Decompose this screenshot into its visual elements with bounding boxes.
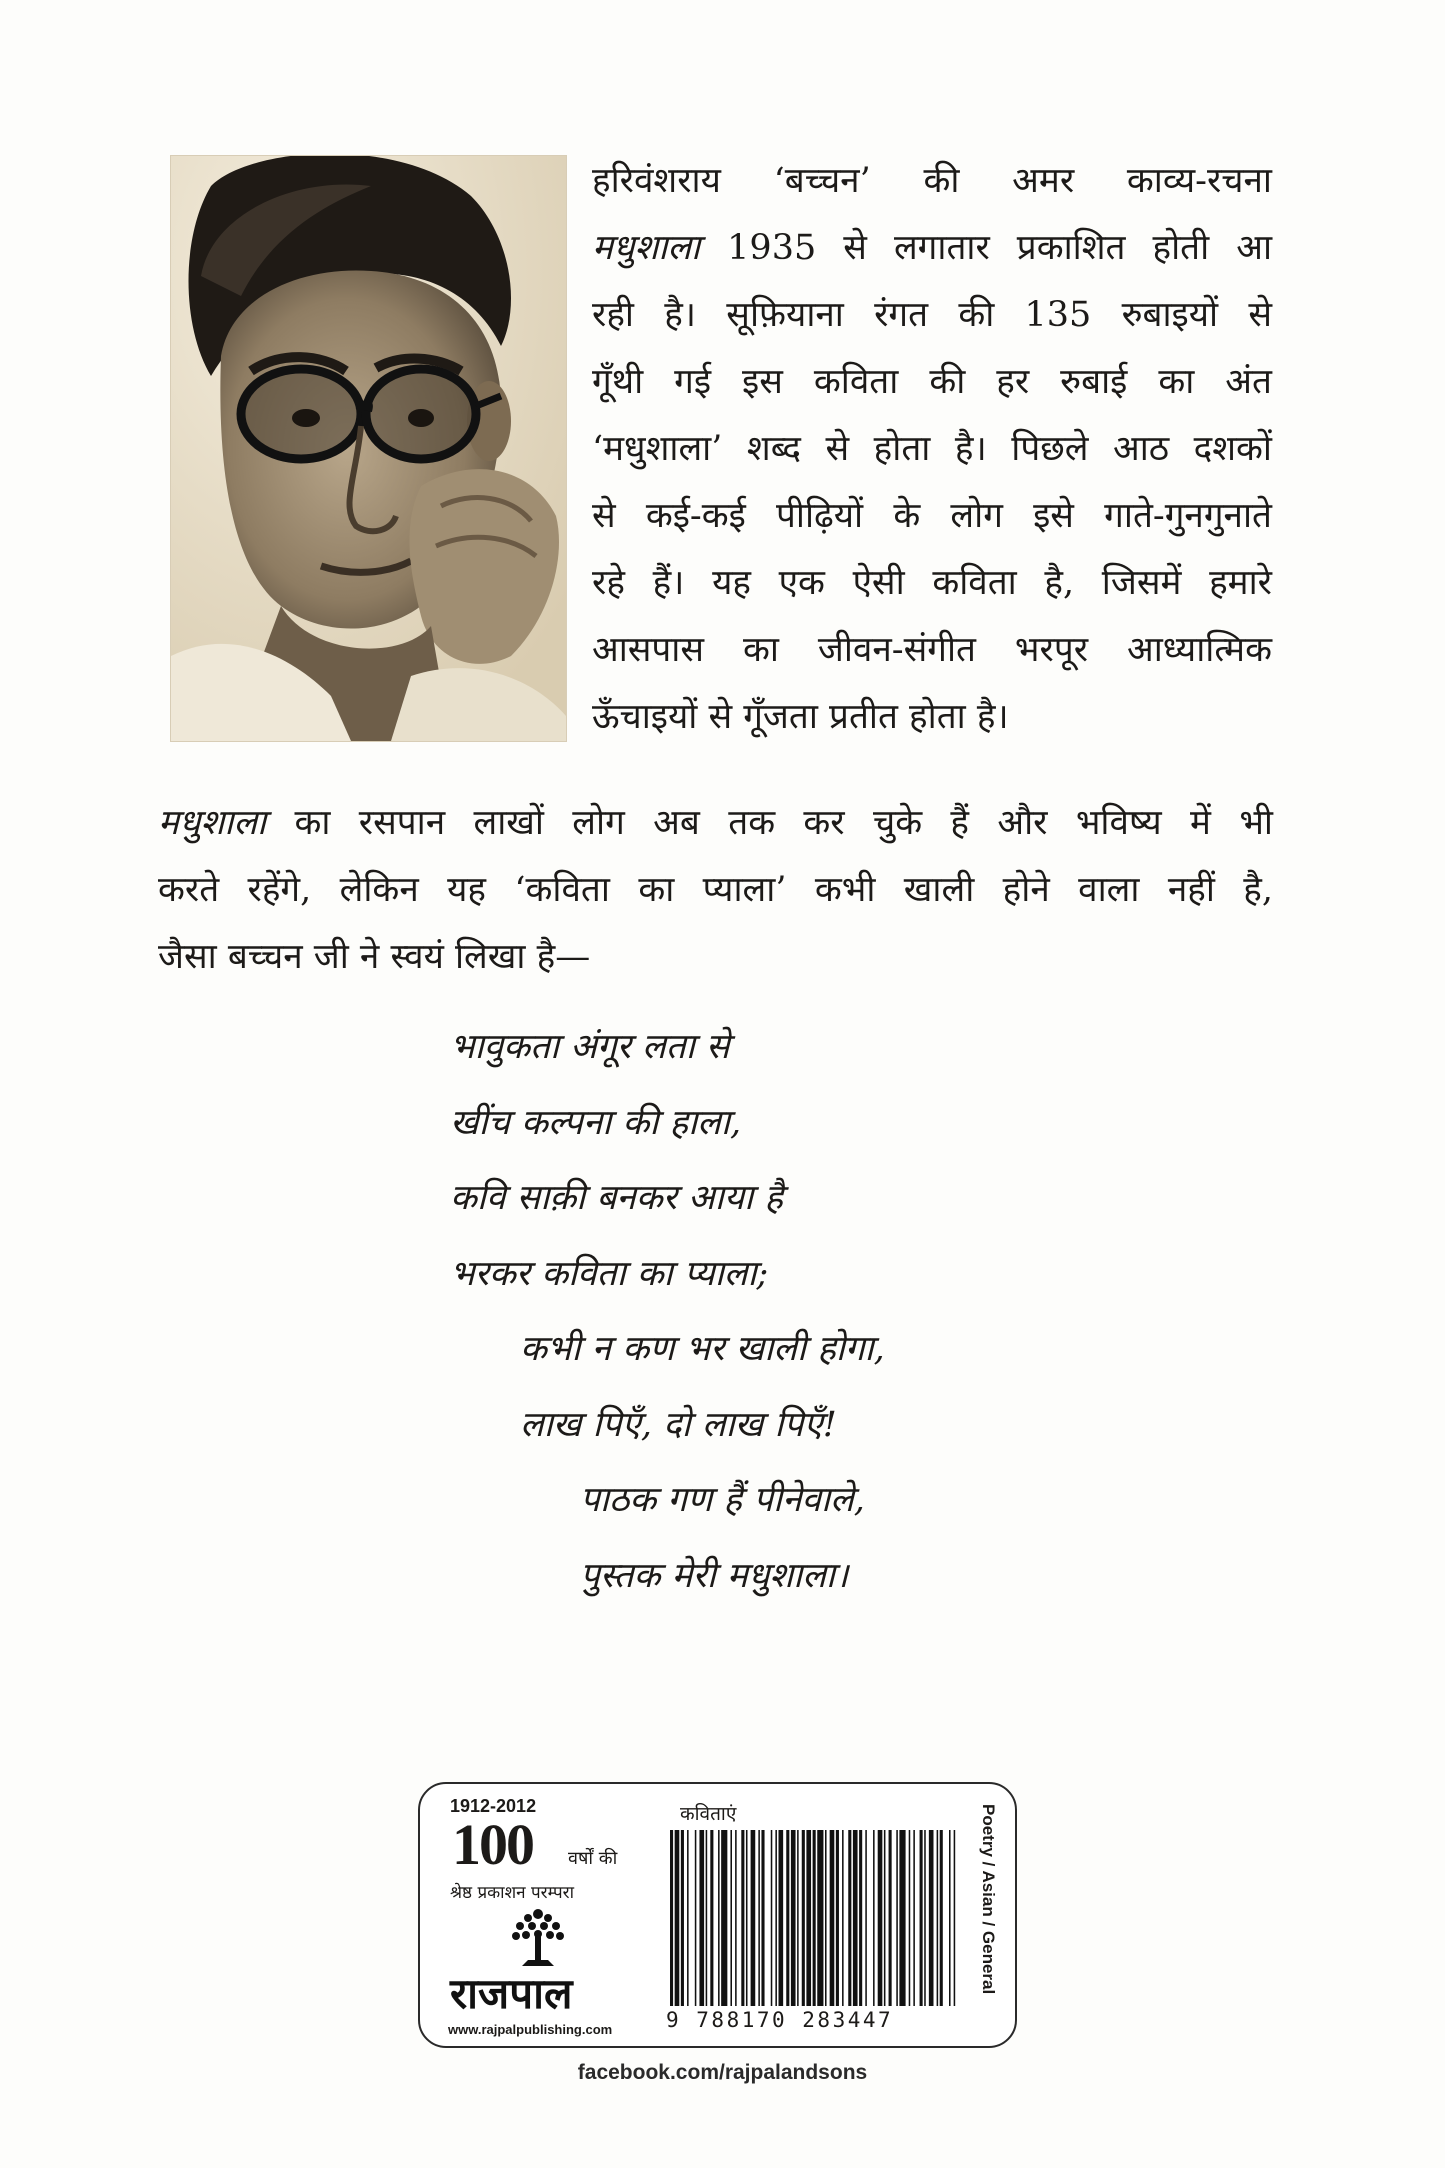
barcode-bar [920,1830,923,2006]
book-title: मधुशाला [158,803,267,843]
book-title: मधुशाला [592,228,701,268]
publisher-name: राजपाल [450,1969,573,2018]
barcode-bar [802,1830,805,2006]
barcode-bar [670,1830,673,2006]
intro-line [592,215,1272,282]
intro-line: ऊँचाइयों से गूँजता प्रतीत होता है। [592,697,1009,737]
para-line-text: का रसपान लाखों लोग अब तक कर चुके हैं और भविष्य में भी [266,803,1273,843]
barcode-bar [913,1830,915,2006]
intro-line: ‘मधुशाला’ शब्द से होता है। पिछले आठ दशकों [592,429,1272,469]
publisher-barcode-box [418,1782,1017,2048]
intro-line: रही है। सूफ़ियाना रंगत की 135 रुबाइयों से [592,295,1272,335]
barcode-bar [830,1830,835,2006]
poem-line: पाठक गण हैं पीनेवाले, [580,1480,865,1520]
anniversary-years: 1912-2012 [450,1796,537,1816]
para-line [158,790,1273,857]
poem-line: भावुकता अंगूर लता से [450,1027,730,1067]
barcode-bar [825,1830,827,2006]
poem-line: भरकर कविता का प्याला; [450,1253,769,1294]
barcode-bar [718,1830,720,2006]
intro-line: गूँथी गई इस कविता की हर रुबाई का अंत [592,362,1272,402]
barcode-bar [791,1830,796,2006]
intro-line: रहे हैं। यह एक ऐसी कविता है, जिसमें हमारे [592,563,1272,603]
anniversary-label: वर्षों की [568,1848,618,1869]
barcode-bar [758,1830,760,2006]
barcode-bar [924,1830,926,2006]
barcode-bar [699,1830,704,2006]
barcode-bar [859,1830,862,2006]
barcode-bar [940,1830,943,2006]
barcode-bar [779,1830,784,2006]
barcode-bar [954,1830,956,2006]
barcode-bar [797,1830,799,2006]
intro-line: से कई-कई पीढ़ियों के लोग इसे गाते-गुनगुनाते [592,496,1272,536]
isbn-digits: 9 788170 283447 [666,2008,894,2032]
barcode-bar [949,1830,951,2006]
barcode-bar [681,1830,684,2006]
barcode-bar [687,1830,689,2006]
barcode-bar [896,1830,898,2006]
barcode-bar [836,1830,839,2006]
author-portrait-image [171,156,566,741]
poem-line: लाख पिएँ, दो लाख पिएँ! [520,1404,837,1445]
barcode-bar [899,1830,905,2006]
barcode-bar [675,1830,680,2006]
barcode-bar [761,1830,764,2006]
anniversary-number: 100 [452,1812,533,1877]
genre-hindi-label: कविताएं [680,1803,737,1825]
poem-line: कवि साक़ी बनकर आया है [450,1178,783,1218]
isbn-barcode [668,1830,958,2006]
barcode-bar [817,1830,823,2006]
publishing-tradition-text: श्रेष्ठ प्रकाशन परम्परा [450,1883,575,1903]
barcode-bar [889,1830,892,2006]
barcode-bar [695,1830,697,2006]
barcode-bar [873,1830,875,2006]
barcode-bar [741,1830,744,2006]
para-line: जैसा बच्चन जी ने स्वयं लिखा है— [158,937,591,977]
barcode-bar [751,1830,756,2006]
intro-line-text: 1935 से लगातार प्रकाशित होती आ [727,228,1272,268]
intro-line: हरिवंशराय ‘बच्चन’ की अमर काव्य-रचना [592,161,1272,201]
barcode-bar [746,1830,748,2006]
author-photo [170,155,567,742]
barcode-bar [865,1830,867,2006]
barcode-bar [786,1830,789,2006]
publisher-tree-logo-icon [508,1906,568,1968]
barcode-bar [884,1830,886,2006]
intro-line: आसपास का जीवन-संगीत भरपूर आध्यात्मिक [592,630,1272,670]
barcode-bar [842,1830,844,2006]
barcode-bar [929,1830,934,2006]
barcode-bar [853,1830,858,2006]
poem-line: पुस्तक मेरी मधुशाला। [580,1555,849,1596]
barcode-bar [848,1830,851,2006]
para-line: करते रहेंगे, लेकिन यह ‘कविता का प्याला’ कभी खाली होने वाला नहीं है, [158,870,1273,910]
poem-line: खींच कल्पना की हाला, [450,1102,742,1143]
genre-english-label: Poetry / Asian / General [979,1804,998,1995]
barcode-bar [730,1830,732,2006]
barcode-bar [813,1830,816,2006]
barcode-bar [909,1830,911,2006]
barcode-bar [721,1830,727,2006]
publisher-website: www.rajpalpublishing.com [448,2022,613,2037]
intro-paragraph [592,148,1272,751]
barcode-bar [937,1830,939,2006]
barcode-bar [735,1830,737,2006]
poem-line: कभी न कण भर खाली होगा, [520,1329,885,1369]
barcode-bar [771,1830,773,2006]
second-paragraph [158,790,1273,991]
barcode-bar [806,1830,811,2006]
barcode-bar [775,1830,777,2006]
poem-verse [450,1010,1150,1614]
barcode-bar [878,1830,883,2006]
barcode-bar [706,1830,708,2006]
facebook-link[interactable]: facebook.com/rajpalandsons [577,2061,868,2084]
barcode-bar [710,1830,713,2006]
